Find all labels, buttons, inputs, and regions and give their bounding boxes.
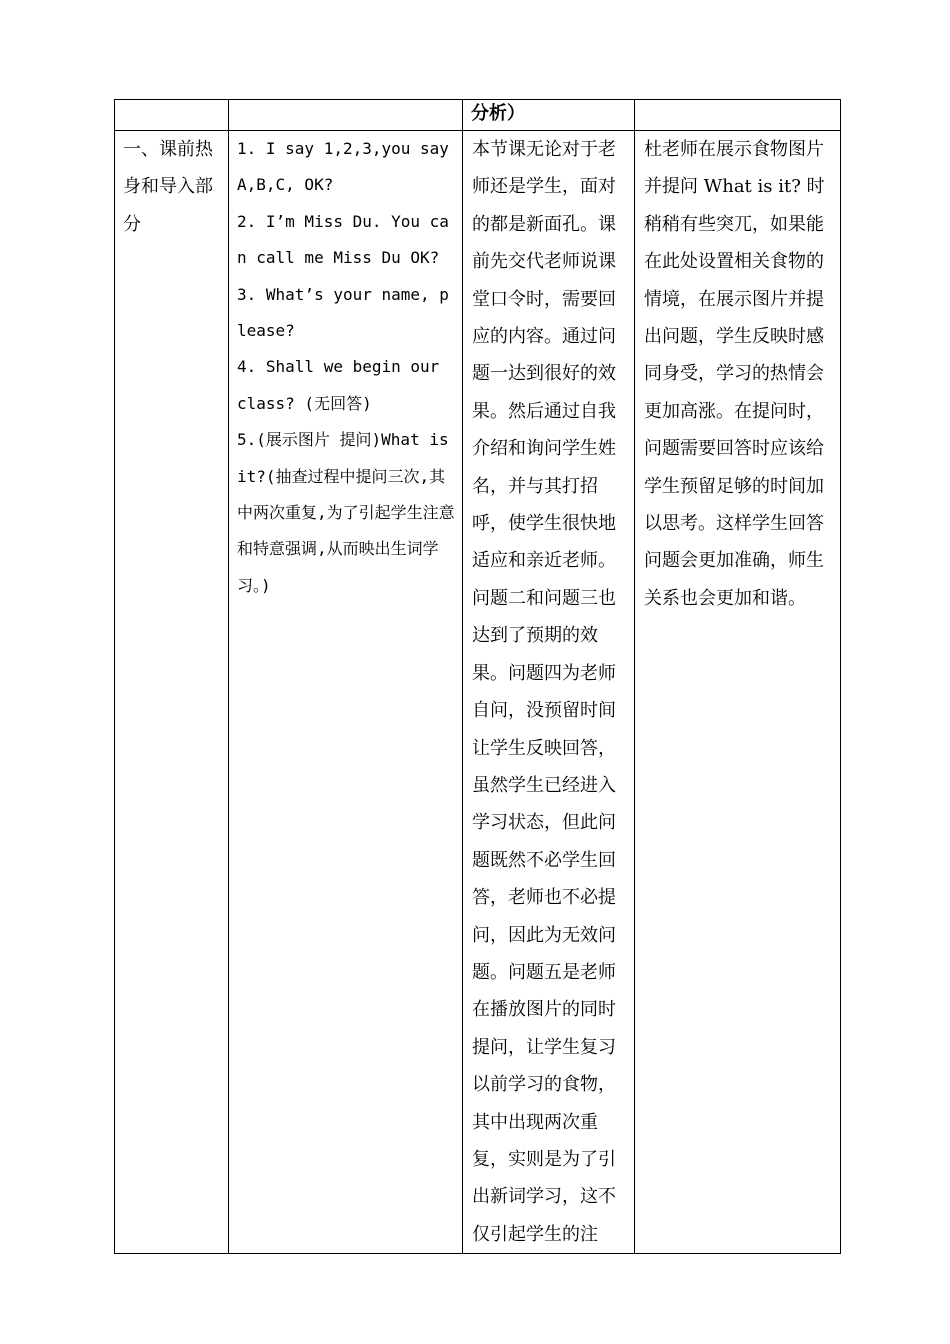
suggestion-cell (635, 131, 841, 1254)
stage-cell (115, 131, 229, 1254)
script-line-1: 1. I say 1,2,3,you say A,B,C, OK? (237, 139, 449, 195)
teacher-script-cell (229, 131, 463, 1254)
script-line-4: 4. Shall we begin our class? (无回答) (237, 357, 440, 413)
header-cell-suggestion (635, 100, 841, 131)
script-line-2: 2. I’m Miss Du. You can call me Miss Du OK? (237, 211, 449, 268)
script-line-5: 5.(展示图片 提问)What is it?(抽查过程中提问三次,其中两次重复,为了引起学生注意和特意强调,从而映出生词学习。) (237, 430, 455, 595)
analysis-cell (463, 131, 635, 1254)
analysis-text: 本节课无论对于老师还是学生，面对的都是新面孔。课前先交代老师说课堂口令时，需要回应的内容。通过问题一达到很好的效果。然后通过自我介绍和询问学生姓名，并与其打招呼，使学生很快地适应和亲近老师。问题二和问题三也达到了预期的效果。问题四为老师自问，没预留时间让学生反映回答，虽然学生已经进入学习状态，但此问题既然不必学生回答，老师也不必提问，因此为无效问题。问题五是老师在播放图片的同时提问，让学生复习以前学习的食物，其中出现两次重复，实则是为了引出新词学习，这不仅引起学生的注 (472, 139, 616, 1245)
header-analysis-text: 分析） (471, 103, 525, 124)
script-line-3: 3. What’s your name, please? (237, 284, 449, 341)
header-cell-stage (115, 100, 229, 131)
table-row-warmup (115, 131, 841, 1254)
header-cell-script (229, 100, 463, 131)
suggestion-text: 杜老师在展示食物图片并提问 What is it? 时稍稍有些突兀，如果能在此处设置相关食物的情境，在展示图片并提出问题，学生反映时感同身受，学习的热情会更加高涨。在提问时，问题需要回答时应该给学生预留足够的时间加以思考。这样学生回答问题会更加准确，师生关系也会更加和谐。 (644, 139, 825, 609)
teacher-script-list (229, 131, 462, 604)
stage-label: 一、课前热身和导入部分 (123, 139, 213, 235)
header-cell-analysis (463, 100, 635, 131)
table-header-row (115, 100, 841, 131)
observation-table (114, 99, 841, 1254)
